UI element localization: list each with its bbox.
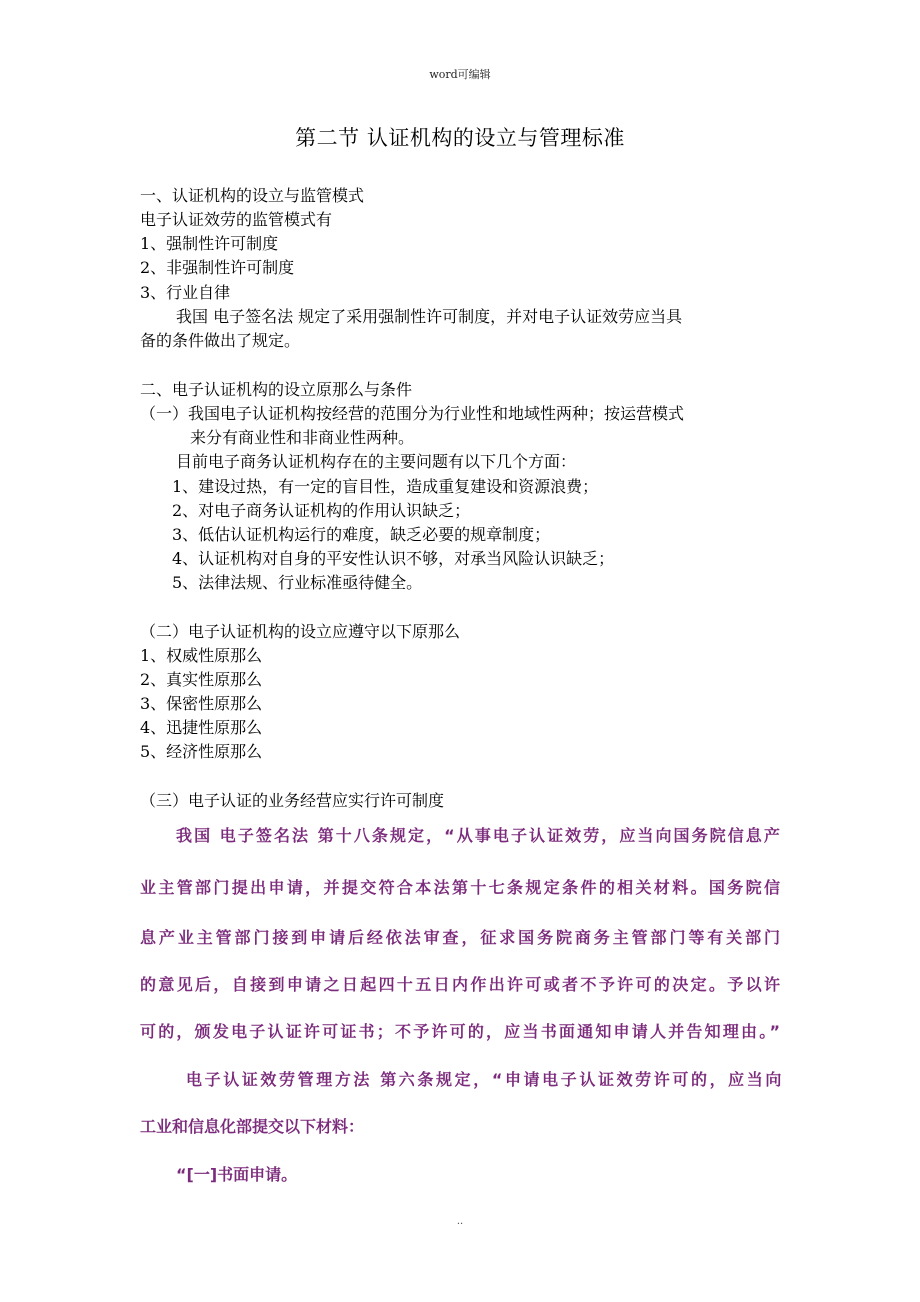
subsection2-heading: （二）电子认证机构的设立应遵守以下原那么	[140, 622, 461, 641]
list-item: 1、强制性许可制度	[140, 234, 279, 253]
list-item: 2、真实性原那么	[140, 670, 263, 689]
subsection1-line2: 来分有商业性和非商业性两种。	[190, 428, 415, 447]
quote-line7: 工业和信息化部提交以下材料：	[140, 1117, 365, 1136]
quote-line4: 的意见后，自接到申请之日起四十五日内作出许可或者不予许可的决定。予以许	[140, 975, 783, 994]
list-item: 3、保密性原那么	[140, 694, 263, 713]
list-item: 2、非强制性许可制度	[140, 258, 295, 277]
quote-line8: “[一]书面申请。	[176, 1165, 298, 1184]
list-item: 5、经济性原那么	[140, 742, 263, 761]
list-item: 5、法律法规、行业标准亟待健全。	[172, 573, 423, 592]
list-item: 1、建设过热，有一定的盲目性，造成重复建设和资源浪费；	[172, 477, 599, 496]
quote-line1: 我国 电子签名法 第十八条规定，“从事电子认证效劳，应当向国务院信息产	[176, 826, 782, 845]
quote-line6: 电子认证效劳管理方法 第六条规定，“申请电子认证效劳许可的，应当向	[186, 1070, 784, 1089]
list-item: 4、迅捷性原那么	[140, 718, 263, 737]
list-item: 1、权威性原那么	[140, 646, 263, 665]
page-header: word可编辑	[429, 68, 491, 81]
problems-intro: 目前电子商务认证机构存在的主要问题有以下几个方面：	[176, 452, 577, 471]
list-item: 2、对电子商务认证机构的作用认识缺乏；	[172, 501, 471, 520]
list-item: 3、低估认证机构运行的难度，缺乏必要的规章制度；	[172, 525, 551, 544]
quote-line3: 息产业主管部门接到申请后经依法审查，征求国务院商务主管部门等有关部门	[140, 928, 783, 947]
quote-line2: 业主管部门提出申请，并提交符合本法第十七条规定条件的相关材料。国务院信	[140, 878, 783, 897]
section1-paragraph-line2: 备的条件做出了规定。	[140, 331, 301, 350]
section1-heading: 一、认证机构的设立与监管模式	[140, 186, 365, 205]
list-item: 3、行业自律	[140, 283, 231, 302]
section1-intro: 电子认证效劳的监管模式有	[140, 210, 333, 229]
page-footer: ..	[456, 1216, 464, 1227]
quote-line5: 可的，颁发电子认证许可证书；不予许可的，应当书面通知申请人并告知理由。”	[140, 1022, 783, 1041]
list-item: 4、认证机构对自身的平安性认识不够，对承当风险认识缺乏；	[172, 549, 615, 568]
subsection1-line1: （一）我国电子认证机构按经营的范围分为行业性和地域性两种；按运营模式	[140, 404, 685, 423]
subsection3-heading: （三）电子认证的业务经营应实行许可制度	[140, 791, 445, 810]
section2-heading: 二、电子认证机构的设立原那么与条件	[140, 380, 413, 399]
section1-paragraph-line1: 我国 电子签名法 规定了采用强制性许可制度，并对电子认证效劳应当具	[176, 307, 683, 326]
page-title: 第二节 认证机构的设立与管理标准	[295, 126, 625, 150]
